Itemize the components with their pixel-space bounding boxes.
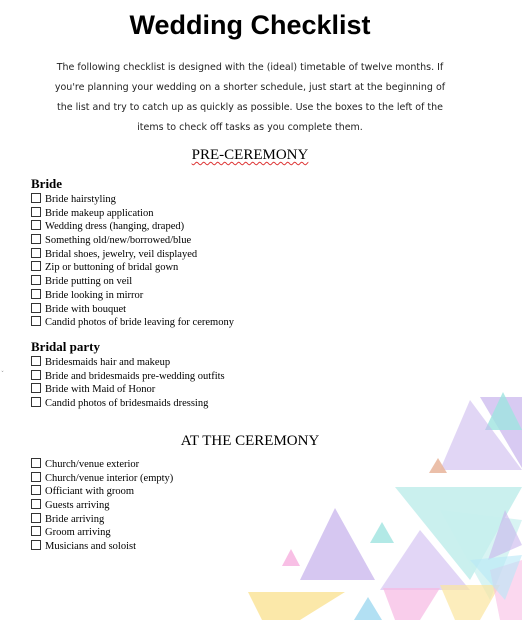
item-label: Bride and bridesmaids pre-wedding outfits	[45, 370, 225, 382]
list-item	[31, 383, 225, 397]
intro-paragraph: The following checklist is designed with the (ideal) timetable of twelve months. If you're planning your wedding on a shorter schedule, just start at the beginning of the list and try to catch up as quickly as possible. Use the boxes to the left of the items to check off tasks as you complete them.	[54, 62, 446, 133]
deco-triangle	[429, 458, 447, 473]
item-label: Church/venue interior (empty)	[45, 472, 174, 484]
checkbox[interactable]	[31, 370, 41, 380]
checkbox[interactable]	[31, 383, 41, 393]
deco-triangle	[440, 510, 522, 600]
checkbox[interactable]	[31, 499, 41, 509]
item-label: Zip or buttoning of bridal gown	[45, 262, 179, 274]
list-item	[31, 513, 173, 527]
checkbox[interactable]	[31, 289, 41, 299]
deco-triangle	[490, 560, 522, 620]
checkbox[interactable]	[31, 356, 41, 366]
item-label: Candid photos of bride leaving for ceremony	[45, 317, 234, 329]
section-heading-at-ceremony: AT THE CEREMONY	[180, 433, 320, 449]
checkbox[interactable]	[31, 397, 41, 407]
section-heading-pre-ceremony	[0, 147, 500, 164]
item-label: Bride makeup application	[45, 207, 154, 219]
deco-triangle	[370, 522, 394, 543]
checkbox[interactable]	[31, 458, 41, 468]
item-label: Officiant with groom	[45, 486, 135, 498]
list-item	[31, 234, 234, 248]
checkbox[interactable]	[31, 234, 41, 244]
list-item	[31, 397, 225, 411]
list-item	[31, 316, 234, 330]
deco-triangle	[383, 588, 440, 620]
deco-triangle	[488, 510, 522, 560]
item-label: Guests arriving	[45, 500, 110, 512]
item-label: Bride hairstyling	[45, 194, 116, 205]
item-label: Bride looking in mirror	[45, 289, 144, 301]
item-label: Candid photos of bridesmaids dressing	[45, 398, 209, 410]
item-label: Bride putting on veil	[45, 276, 133, 288]
item-label: Groom arriving	[45, 527, 111, 539]
checkbox[interactable]	[31, 513, 41, 523]
checkbox[interactable]	[31, 220, 41, 230]
list-item	[31, 261, 234, 275]
checkbox[interactable]	[31, 207, 41, 217]
list-item	[31, 485, 173, 499]
checkbox[interactable]	[31, 303, 41, 313]
deco-triangle	[300, 508, 375, 580]
list-item	[31, 275, 234, 289]
list-item	[31, 370, 225, 384]
list-item	[31, 499, 173, 513]
deco-triangle	[248, 592, 345, 620]
group-heading-bride: Bride	[31, 176, 63, 191]
page-title: Wedding Checklist	[129, 10, 371, 40]
list-item	[31, 207, 234, 221]
list-item	[31, 356, 225, 370]
deco-triangle	[282, 549, 300, 566]
ceremony-checklist	[31, 458, 173, 554]
item-label: Bride with bouquet	[45, 303, 127, 315]
section-heading-text: PRE-CEREMONY	[191, 147, 309, 163]
checkbox[interactable]	[31, 316, 41, 326]
deco-triangle	[440, 585, 500, 620]
deco-triangle	[470, 555, 522, 600]
item-label: Musicians and soloist	[45, 541, 136, 553]
deco-triangle	[395, 487, 522, 580]
checkbox[interactable]	[31, 485, 41, 495]
checkbox[interactable]	[31, 261, 41, 271]
list-item	[31, 540, 173, 554]
list-item	[31, 289, 234, 303]
checkbox[interactable]	[31, 248, 41, 258]
list-item	[31, 472, 173, 486]
list-item	[31, 220, 234, 234]
deco-triangle	[354, 597, 382, 620]
item-label: Bridesmaids hair and makeup	[45, 357, 171, 368]
item-label: Bridal shoes, jewelry, veil displayed	[45, 248, 198, 260]
checkbox[interactable]	[31, 193, 41, 203]
checkbox[interactable]	[31, 275, 41, 285]
list-item	[31, 303, 234, 317]
list-item	[31, 458, 173, 472]
bridal-party-checklist	[31, 356, 225, 411]
deco-triangle	[380, 530, 470, 590]
item-label: Something old/new/borrowed/blue	[45, 235, 192, 247]
checkbox[interactable]	[31, 472, 41, 482]
margin-marker: ˇ	[1, 371, 4, 378]
checkbox[interactable]	[31, 526, 41, 536]
item-label: Church/venue exterior	[45, 459, 140, 470]
item-label: Bride arriving	[45, 513, 105, 525]
list-item	[31, 526, 173, 540]
list-item	[31, 193, 234, 207]
item-label: Wedding dress (hanging, draped)	[45, 221, 185, 233]
bride-checklist	[31, 193, 234, 330]
item-label: Bride with Maid of Honor	[45, 384, 156, 396]
checkbox[interactable]	[31, 540, 41, 550]
list-item	[31, 248, 234, 262]
group-heading-bridal-party: Bridal party	[31, 339, 100, 354]
deco-triangle	[485, 392, 522, 430]
